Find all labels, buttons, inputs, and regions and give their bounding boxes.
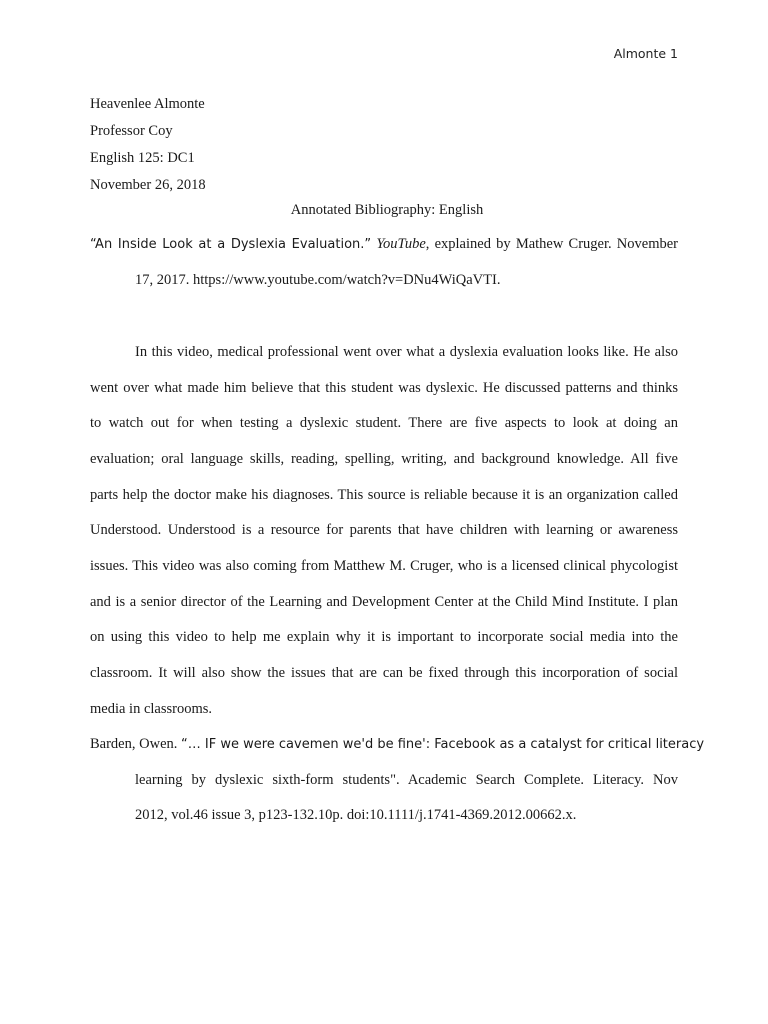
citation-2-title: “… IF we were cavemen we'd be fine': Facebook as a catalyst for critical literacy [181, 737, 705, 752]
citation-2-line-2: learning by dyslexic sixth-form students". Academic Search Complete. Literacy. Nov [135, 771, 678, 788]
citation-2-line-3: 2012, vol.46 issue 3, p123-132.10p. doi:10.1111/j.1741-4369.2012.00662.x. [135, 807, 577, 823]
annotation-line: issues. This video was also coming from Matthew M. Cruger, who is a licensed clinical phycologist [90, 557, 678, 574]
annotation-line: media in classrooms. [90, 700, 213, 717]
running-head: Almonte 1 [613, 46, 678, 61]
course-name: English 125: DC1 [90, 150, 195, 166]
citation-1-rest: , explained by Mathew Cruger. November [425, 236, 678, 252]
student-name: Heavenlee Almonte [90, 96, 205, 112]
document-title: Annotated Bibliography: English [290, 202, 484, 218]
citation-entry-2 [90, 727, 705, 834]
annotation-line: classroom. It will also show the issues that are can be fixed through this incorporation of social [90, 664, 678, 681]
citation-1-title: “An Inside Look at a Dyslexia Evaluation.” [90, 237, 372, 252]
heading-date: November 26, 2018 [90, 177, 206, 193]
annotation-line: on using this video to help me explain why it is important to incorporate social media into the [90, 629, 678, 646]
annotation-line: In this video, medical professional went over what a dyslexia evaluation looks like. He also [135, 344, 678, 360]
annotation-line: parts help the doctor make his diagnoses. This source is reliable because it is an organization called [90, 486, 678, 503]
citation-2-author: Barden, Owen. [90, 736, 182, 752]
annotation-line: evaluation; oral language skills, reading, spelling, writing, and background knowledge. All five [90, 450, 678, 467]
citation-1-line-2: 17, 2017. https://www.youtube.com/watch?v=DNu4WiQaVTI. [135, 271, 501, 288]
mla-heading [90, 91, 206, 199]
citation-1-line-1 [90, 227, 678, 263]
annotation-line: Understood. Understood is a resource for parents that have children with learning or awareness [90, 522, 678, 539]
citation-2-line-1 [90, 727, 705, 763]
annotation-paragraph [90, 335, 678, 727]
citation-entry-1 [90, 227, 678, 298]
citation-1-source: YouTube [376, 236, 426, 252]
annotation-line: and is a senior director of the Learning and Development Center at the Child Mind Institute. I plan [90, 593, 678, 610]
professor-name: Professor Coy [90, 123, 173, 139]
annotation-line: to watch out for when testing a dyslexic student. There are five aspects to look at doing an [90, 415, 678, 432]
annotation-line: went over what made him believe that this student was dyslexic. He discussed patterns and thinks [90, 379, 678, 396]
